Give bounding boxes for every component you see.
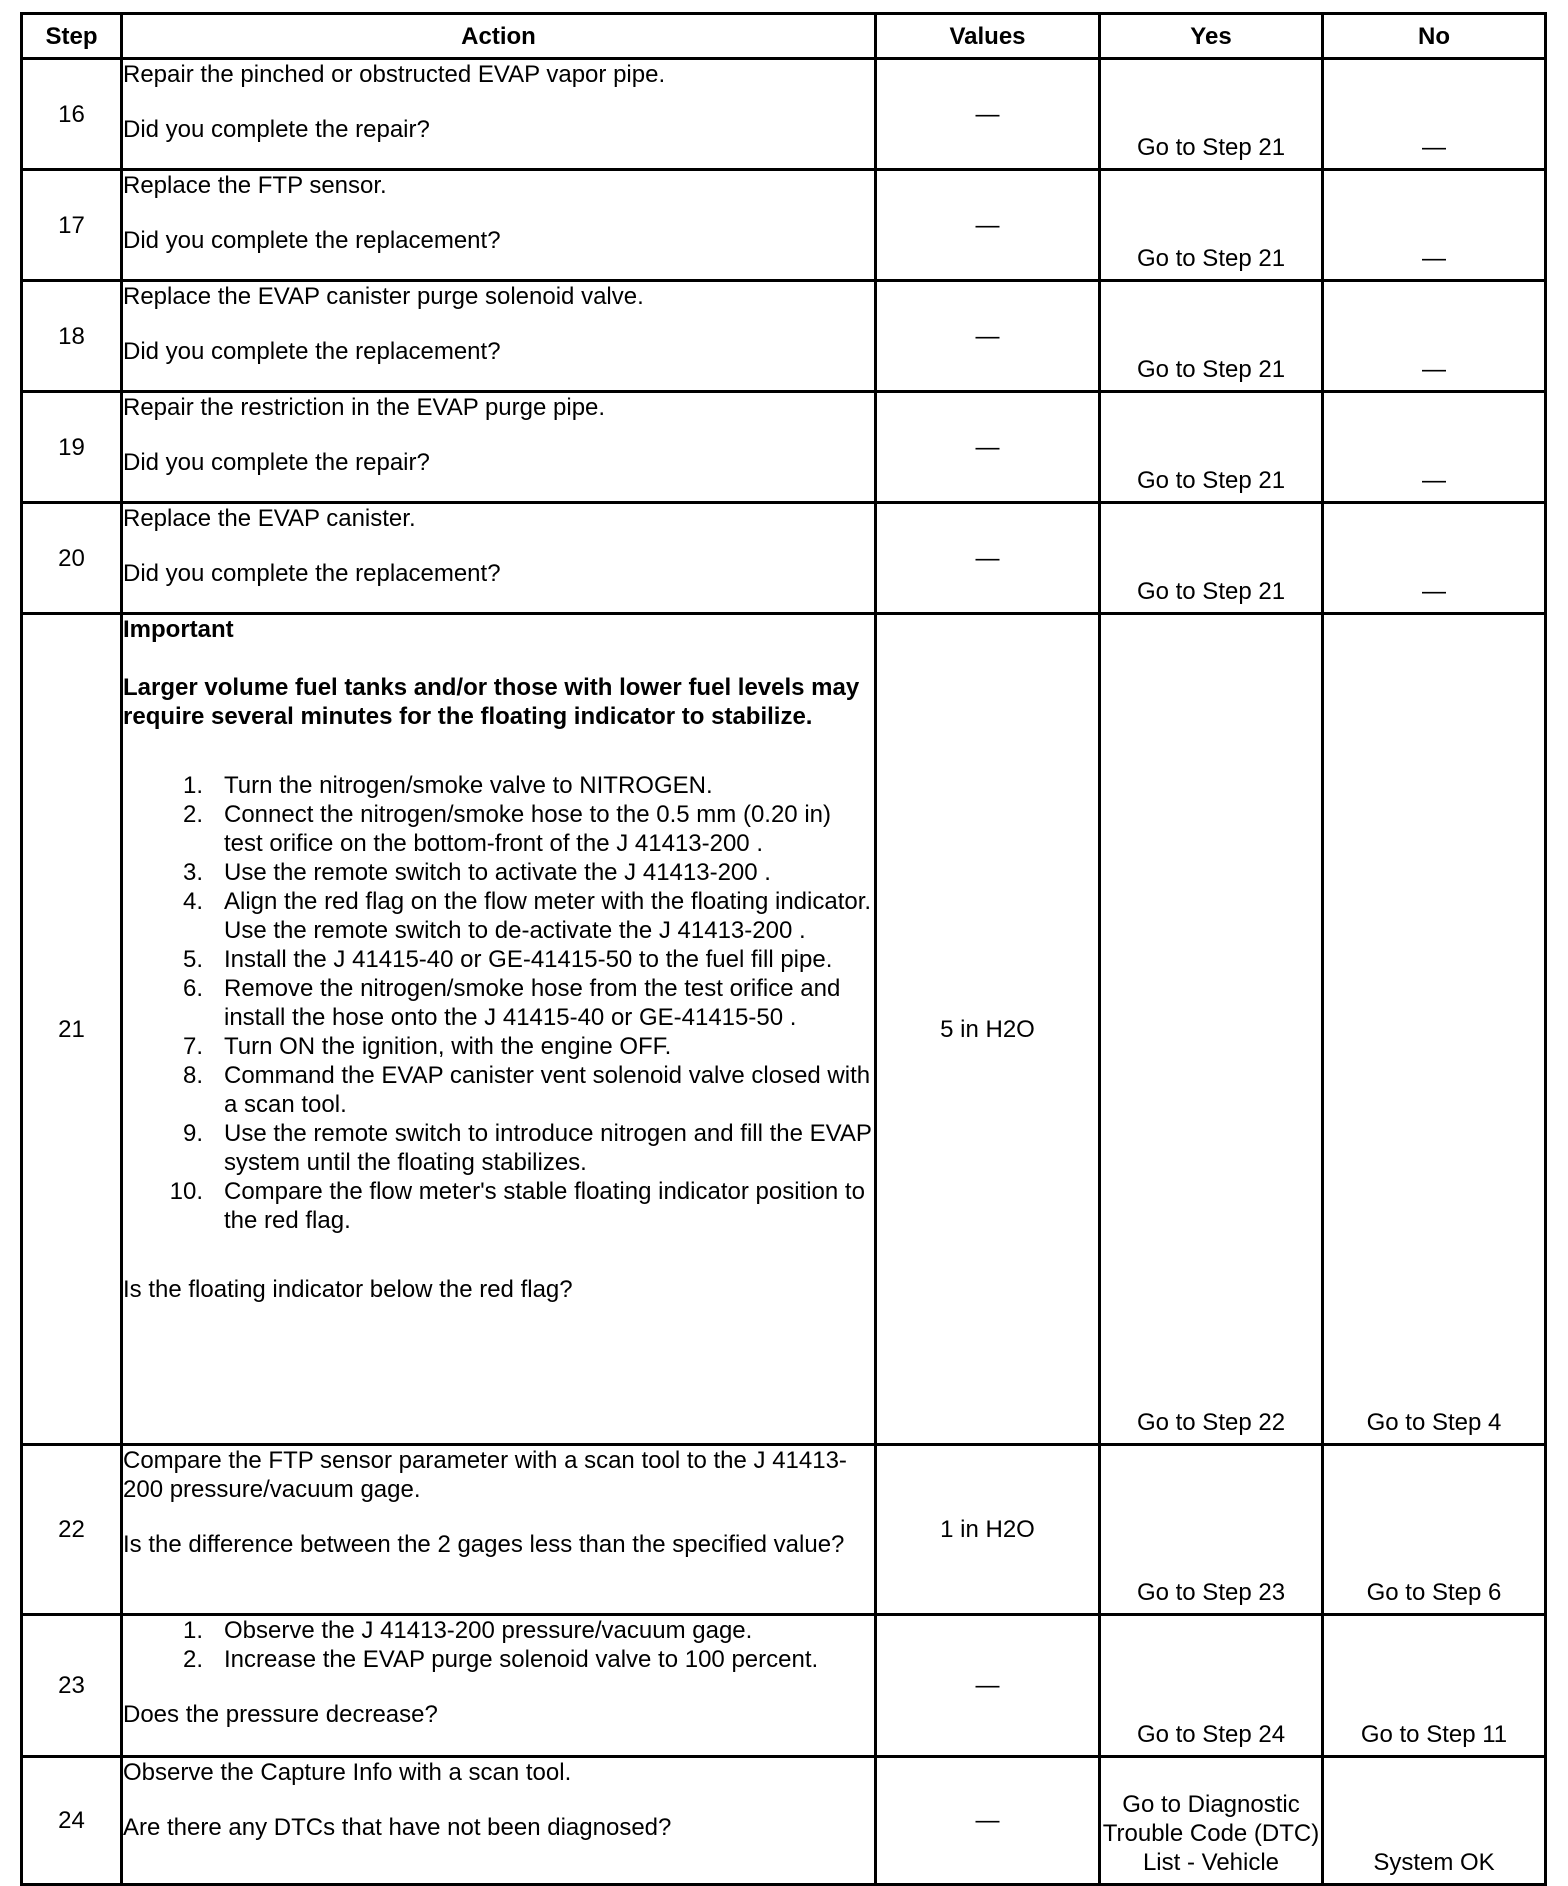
header-row [22, 14, 1546, 59]
important-note: Larger volume fuel tanks and/or those with lower fuel levels may require several minutes for the floating indicator to stabilize. [123, 674, 860, 730]
yes-cell: Go to Diagnostic Trouble Code (DTC) List - Vehicle [1100, 1757, 1323, 1885]
value-cell: — [876, 1615, 1100, 1757]
list-item: 2. Increase the EVAP purge solenoid valve to 100 percent. [182, 1646, 819, 1673]
step-number: 18 [22, 281, 122, 392]
list-item: 1. Turn the nitrogen/smoke valve to NITROGEN. [182, 772, 713, 799]
header-yes: Yes [1100, 14, 1323, 59]
no-cell: System OK [1323, 1757, 1546, 1885]
no-cell: — [1323, 59, 1546, 170]
step-number: 16 [22, 59, 122, 170]
action-cell [122, 503, 876, 614]
action-text: Repair the restriction in the EVAP purge pipe. [123, 394, 606, 421]
step-number: 24 [22, 1757, 122, 1885]
yes-cell: Go to Step 23 [1100, 1445, 1323, 1615]
action-prompt: Did you complete the replacement? [123, 227, 501, 254]
procedure-list [123, 771, 874, 1235]
procedure-list [123, 1616, 874, 1674]
action-cell [122, 614, 876, 1445]
value-cell: — [876, 392, 1100, 503]
action-prompt: Is the difference between the 2 gages less than the specified value? [123, 1531, 845, 1558]
action-text: Replace the EVAP canister. [123, 505, 416, 532]
list-item: 5. Install the J 41415-40 or GE-41415-50 to the fuel fill pipe. [182, 946, 833, 973]
value-cell: — [876, 281, 1100, 392]
value-cell: 1 in H2O [876, 1445, 1100, 1615]
action-cell [122, 1445, 876, 1615]
action-text: Replace the FTP sensor. [123, 172, 387, 199]
header-values: Values [876, 14, 1100, 59]
action-text: Repair the pinched or obstructed EVAP vapor pipe. [123, 61, 666, 88]
table-row-21 [22, 614, 1546, 1445]
value-cell: — [876, 1757, 1100, 1885]
step-number: 23 [22, 1615, 122, 1757]
list-item: 2. Connect the nitrogen/smoke hose to the 0.5 mm (0.20 in) test orifice on the bottom-front of the J 41413-200 . [182, 801, 831, 857]
list-item: 8. Command the EVAP canister vent solenoid valve closed with a scan tool. [182, 1062, 871, 1118]
table-row-17 [22, 170, 1546, 281]
header-action: Action [122, 14, 876, 59]
yes-cell: Go to Step 21 [1100, 281, 1323, 392]
step-number: 21 [22, 614, 122, 1445]
action-cell [122, 1615, 876, 1757]
important-title: Important [123, 616, 234, 643]
yes-cell: Go to Step 21 [1100, 503, 1323, 614]
list-item: 9. Use the remote switch to introduce nitrogen and fill the EVAP system until the floating stabilizes. [182, 1120, 872, 1176]
step-number: 17 [22, 170, 122, 281]
table-row-19 [22, 392, 1546, 503]
action-text: Compare the FTP sensor parameter with a scan tool to the J 41413-200 pressure/vacuum gage. [123, 1447, 847, 1503]
action-cell [122, 392, 876, 503]
yes-cell: Go to Step 24 [1100, 1615, 1323, 1757]
value-cell: — [876, 503, 1100, 614]
value-cell: — [876, 170, 1100, 281]
table-row-23 [22, 1615, 1546, 1757]
no-cell: — [1323, 392, 1546, 503]
step-number: 19 [22, 392, 122, 503]
no-cell: Go to Step 11 [1323, 1615, 1546, 1757]
header-step: Step [22, 14, 122, 59]
table-row-22 [22, 1445, 1546, 1615]
action-cell [122, 59, 876, 170]
value-cell: — [876, 59, 1100, 170]
action-prompt: Does the pressure decrease? [123, 1701, 438, 1728]
action-prompt: Did you complete the replacement? [123, 338, 501, 365]
yes-cell: Go to Step 21 [1100, 170, 1323, 281]
list-item: 10. Compare the flow meter's stable floating indicator position to the red flag. [169, 1178, 865, 1234]
action-text: Replace the EVAP canister purge solenoid valve. [123, 283, 644, 310]
yes-cell: Go to Step 22 [1100, 614, 1323, 1445]
action-cell [122, 1757, 876, 1885]
list-item: 4. Align the red flag on the flow meter with the floating indicator. Use the remote switch to de-activate the J 41413-200 . [182, 888, 872, 944]
action-prompt: Did you complete the replacement? [123, 560, 501, 587]
table-row-24 [22, 1757, 1546, 1885]
no-cell: Go to Step 6 [1323, 1445, 1546, 1615]
yes-cell: Go to Step 21 [1100, 59, 1323, 170]
table-row-20 [22, 503, 1546, 614]
list-item: 6. Remove the nitrogen/smoke hose from the test orifice and install the hose onto the J 41415-40 or GE-41415-50 . [182, 975, 841, 1031]
step-number: 20 [22, 503, 122, 614]
action-prompt: Are there any DTCs that have not been diagnosed? [123, 1814, 672, 1841]
step-number: 22 [22, 1445, 122, 1615]
action-prompt: Is the floating indicator below the red flag? [123, 1276, 573, 1303]
action-prompt: Did you complete the repair? [123, 116, 430, 143]
action-cell [122, 170, 876, 281]
action-text: Observe the Capture Info with a scan tool. [123, 1759, 572, 1786]
no-cell: Go to Step 4 [1323, 614, 1546, 1445]
list-item: 7. Turn ON the ignition, with the engine OFF. [182, 1033, 672, 1060]
no-cell: — [1323, 281, 1546, 392]
action-prompt: Did you complete the repair? [123, 449, 430, 476]
no-cell: — [1323, 170, 1546, 281]
table-row-16 [22, 59, 1546, 170]
no-cell: — [1323, 503, 1546, 614]
list-item: 3. Use the remote switch to activate the J 41413-200 . [182, 859, 771, 886]
yes-cell: Go to Step 21 [1100, 392, 1323, 503]
header-no: No [1323, 14, 1546, 59]
table-row-18 [22, 281, 1546, 392]
value-cell: 5 in H2O [876, 614, 1100, 1445]
action-cell [122, 281, 876, 392]
diagnostic-table [20, 12, 1547, 1886]
list-item: 1. Observe the J 41413-200 pressure/vacuum gage. [182, 1617, 753, 1644]
